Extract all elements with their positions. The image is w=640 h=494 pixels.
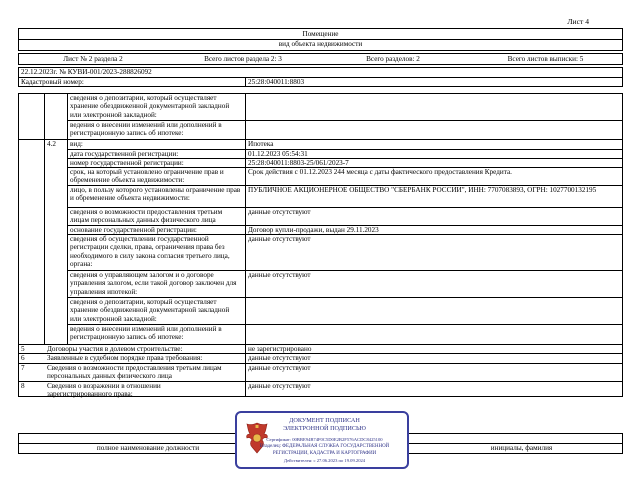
total-sheets: Всего листов выписки: 5 (507, 55, 584, 63)
row-number: 7 (21, 364, 25, 372)
stamp-owner-cont: РЕГИСТРАЦИИ, КАДАСТРА И КАРТОГРАФИИ (272, 451, 377, 456)
depositary-label: сведения о депозитарии, который осуществляет хранение обездвиженной документарной закладной или электронной закладной: (70, 94, 230, 119)
row-label: Сведения о возможности предоставления третьим лицам персональных данных физического лица (47, 364, 222, 381)
object-title: Помещение (302, 30, 339, 38)
no-consent-value: данные отсутствуют (248, 235, 311, 243)
basis-label: основание государственной регистрации: (70, 226, 197, 234)
stamp-validity: Действителен: с 27.06.2023 по 19.09.2024 (283, 458, 366, 463)
reg-number-label: номер государственной регистрации: (70, 159, 184, 167)
third-party-value: данные отсутствуют (248, 208, 311, 216)
changes-label: ведения о внесении изменений или дополнений в регистрационную запись об ипотеке: (70, 121, 222, 138)
pledge-manager-label: сведения о управляющем залогом и о договоре управления залогом, если такой договор заключен для управления ипотекой: (70, 271, 237, 296)
stamp-title: ДОКУМЕНТ ПОДПИСАН (289, 417, 360, 424)
row-value: данные отсутствуют (248, 354, 311, 362)
stamp-certificate: Сертификат: 00BBE94B74F0C5D0E2B2F576ACDC8425100 (266, 437, 383, 442)
stamp-owner: Владелец: ФЕДЕРАЛЬНАЯ СЛУЖБА ГОСУДАРСТВЕННОЙ (259, 444, 390, 449)
row-number: 8 (21, 382, 25, 390)
stamp-subtitle: ЭЛЕКТРОННОЙ ПОДПИСЬЮ (283, 425, 366, 432)
row-label: Заявленные в судебном порядке права требования: (47, 354, 203, 362)
row-number: 6 (21, 354, 25, 362)
sheets-in-section: Всего листов раздела 2: 3 (204, 55, 282, 63)
divider (18, 139, 623, 140)
divider (44, 93, 45, 344)
row-number: 5 (21, 345, 25, 353)
total-sections: Всего разделов: 2 (366, 55, 420, 63)
beneficiary-value: ПУБЛИЧНОЕ АКЦИОНЕРНОЕ ОБЩЕСТВО "СБЕРБАНК РОССИИ", ИНН: 7707083893, ОГРН: 1027700132195 (248, 186, 597, 194)
term-label: срок, на который установлено ограничение прав и обременение объекта недвижимости: (70, 168, 224, 185)
initials-label: инициалы, фамилия (490, 444, 553, 452)
depositary-label: сведения о депозитарии, который осуществляет хранение обездвиженной документарной закладной или электронной закладной: (70, 298, 230, 323)
row-value: данные отсутствуют (248, 364, 311, 372)
row-label: Сведения о возражении в отношении зарегистрированного права: (47, 382, 161, 399)
changes-label: ведения о внесении изменений или дополнений в регистрационную запись об ипотеке: (70, 325, 222, 342)
item-number: 4.2 (47, 140, 56, 148)
row-value: не зарегистрировано (248, 345, 312, 353)
basis-value: Договор купли-продажи, выдан 29.11.2023 (248, 226, 379, 234)
row-label: Договоры участия в долевом строительстве: (47, 345, 183, 353)
row-value: данные отсутствуют (248, 382, 311, 390)
divider (18, 77, 623, 78)
divider (245, 77, 246, 87)
third-party-label: сведения о возможности предоставления третьим лицам персональных данных физического лица (70, 208, 223, 225)
kind-label: вид: (70, 140, 83, 148)
position-label: полное наименование должности (96, 444, 200, 452)
sheet-number: Лист 4 (567, 17, 589, 26)
sheet-section: Лист № 2 раздела 2 (63, 55, 123, 63)
cadastral-label: Кадастровый номер: (21, 78, 84, 86)
object-type: вид объекта недвижимости (278, 40, 363, 48)
reg-date-label: дата государственной регистрации: (70, 150, 179, 158)
electronic-signature-stamp (235, 411, 409, 469)
cadastral-number: 25:28:040011:8803 (248, 78, 305, 86)
reg-number-value: 25:28:040011:8803-25/061/2023-7 (248, 159, 349, 167)
kind-value: Ипотека (248, 140, 274, 148)
reg-date-value: 01.12.2023 05:54:31 (248, 150, 308, 158)
divider (67, 93, 68, 344)
no-consent-label: сведения об осуществлении государственной регистрации сделки, права, ограничения права без необходимого в силу закона согласия третьего лица, органа: (70, 235, 230, 269)
pledge-manager-value: данные отсутствуют (248, 271, 311, 279)
beneficiary-label: лицо, в пользу которого установлены ограничение прав и обременение объекта недвижимости: (70, 186, 241, 203)
term-value: Срок действия с 01.12.2023 244 месяца с даты фактического предоставления Кредита. (248, 168, 512, 176)
extract-date-number: 22.12.2023г. № КУВИ-001/2023-288826092 (21, 68, 152, 76)
